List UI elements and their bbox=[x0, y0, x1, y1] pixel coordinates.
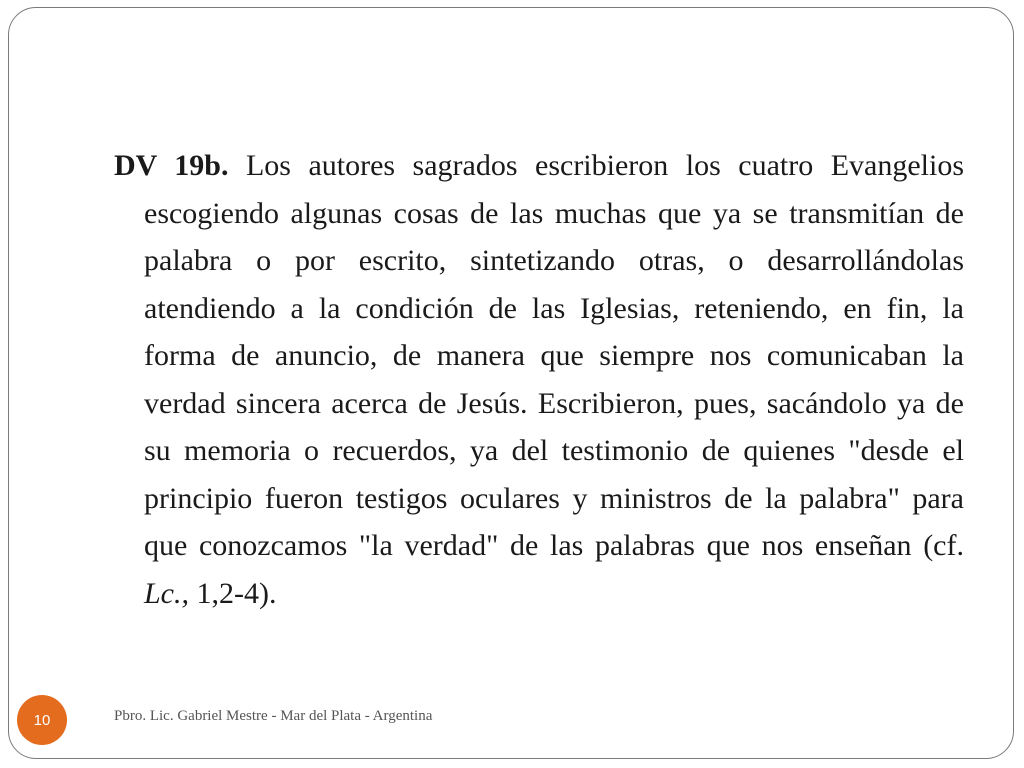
slide-body-text bbox=[114, 142, 964, 617]
body-paragraph: Los autores sagrados escribieron los cuatro Evangelios escogiendo algunas cosas de las muchas que ya se transmitían de palabra o por escrito, sintetizando otras, o desarrollándolas atendiendo a la condición de las Iglesias, reteniendo, en fin, la forma de anuncio, de manera que siempre nos comunicaban la verdad sincera acerca de Jesús. Escribieron, pues, sacándolo ya de su memoria o recuerdos, ya del testimonio de quienes "desde el principio fueron testigos oculares y ministros de la palabra" para que conozcamos "la verdad" de las palabras que nos enseñan (cf. bbox=[144, 149, 964, 562]
document-reference: DV 19b. bbox=[114, 149, 229, 182]
citation-rest: 1,2-4). bbox=[189, 576, 277, 610]
page-number-badge bbox=[17, 695, 67, 745]
page-number: 10 bbox=[33, 711, 51, 729]
citation-book: Lc., bbox=[144, 576, 189, 610]
footer-text: Pbro. Lic. Gabriel Mestre - Mar del Plata - Argentina bbox=[114, 708, 433, 724]
